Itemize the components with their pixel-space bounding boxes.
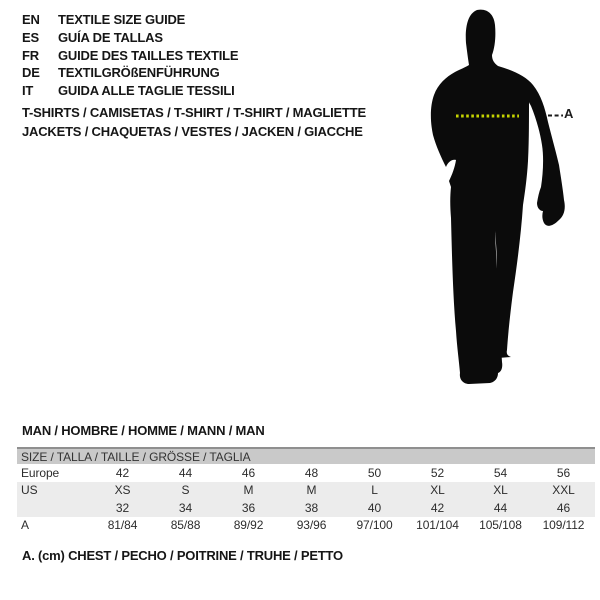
row-label: US bbox=[21, 483, 38, 498]
table-cell: 46 bbox=[556, 500, 571, 515]
table-cell: 54 bbox=[493, 465, 508, 480]
table-row-europe bbox=[17, 464, 595, 482]
table-cell: M bbox=[306, 483, 317, 498]
language-label: GUIDA ALLE TAGLIE TESSILI bbox=[58, 83, 235, 99]
table-cell: 97/100 bbox=[356, 518, 393, 533]
language-list bbox=[22, 11, 238, 99]
language-row bbox=[22, 82, 238, 100]
table-cell: 50 bbox=[367, 465, 382, 480]
measure-label-a: A bbox=[564, 106, 574, 121]
size-table bbox=[17, 447, 595, 534]
man-silhouette-svg bbox=[415, 0, 585, 400]
table-cell: 101/104 bbox=[416, 518, 459, 533]
category-line-jackets: JACKETS / CHAQUETAS / VESTES / JACKEN / GIACCHE bbox=[22, 123, 363, 139]
table-cell: 44 bbox=[493, 500, 508, 515]
table-cell: 105/108 bbox=[479, 518, 522, 533]
table-cell: 81/84 bbox=[107, 518, 138, 533]
table-cell: 36 bbox=[241, 500, 256, 515]
table-cell: 38 bbox=[304, 500, 319, 515]
language-label: GUIDE DES TAILLES TEXTILE bbox=[58, 47, 239, 63]
table-cell: 56 bbox=[556, 465, 571, 480]
language-row bbox=[22, 29, 238, 47]
language-code: ES bbox=[22, 30, 39, 46]
table-cell: 52 bbox=[430, 465, 445, 480]
table-cell: 109/112 bbox=[542, 518, 585, 533]
table-cell: 34 bbox=[178, 500, 193, 515]
language-label: TEXTILGRÖßENFÜHRUNG bbox=[58, 65, 220, 81]
man-silhouette-figure bbox=[415, 0, 585, 400]
table-row-secondary-sizes bbox=[17, 499, 595, 517]
table-cell: S bbox=[181, 483, 190, 498]
man-silhouette bbox=[431, 10, 565, 384]
language-row bbox=[22, 46, 238, 64]
table-cell: 46 bbox=[241, 465, 256, 480]
language-row bbox=[22, 11, 238, 29]
language-code: FR bbox=[22, 47, 39, 63]
size-table-header bbox=[17, 447, 595, 464]
row-label: Europe bbox=[21, 465, 60, 480]
table-cell: 42 bbox=[430, 500, 445, 515]
table-cell: L bbox=[371, 483, 378, 498]
table-cell: XXL bbox=[552, 483, 575, 498]
table-cell: 89/92 bbox=[233, 518, 264, 533]
table-cell: XS bbox=[114, 483, 131, 498]
table-cell: M bbox=[243, 483, 254, 498]
language-label: GUÍA DE TALLAS bbox=[58, 30, 163, 46]
language-row bbox=[22, 64, 238, 82]
table-cell: 32 bbox=[115, 500, 130, 515]
footnote-measure-a: A. (cm) CHEST / PECHO / POITRINE / TRUHE / PETTO bbox=[22, 548, 343, 563]
table-cell: 42 bbox=[115, 465, 130, 480]
section-title: MAN / HOMBRE / HOMME / MANN / MAN bbox=[22, 423, 265, 438]
row-label: A bbox=[21, 518, 29, 533]
table-cell: 93/96 bbox=[296, 518, 327, 533]
category-line-tshirts: T-SHIRTS / CAMISETAS / T-SHIRT / T-SHIRT / MAGLIETTE bbox=[22, 105, 366, 120]
category-lines bbox=[22, 104, 366, 141]
table-cell: 44 bbox=[178, 465, 193, 480]
language-code: EN bbox=[22, 12, 40, 28]
size-table-header-label: SIZE / TALLA / TAILLE / GRÖSSE / TAGLIA bbox=[21, 449, 251, 464]
table-cell: XL bbox=[430, 483, 445, 498]
language-label: TEXTILE SIZE GUIDE bbox=[58, 12, 186, 28]
table-cell: 85/88 bbox=[170, 518, 201, 533]
table-row-us bbox=[17, 482, 595, 500]
table-cell: 40 bbox=[367, 500, 382, 515]
language-code: IT bbox=[22, 83, 34, 99]
table-row-chest-cm bbox=[17, 517, 595, 535]
table-cell: 48 bbox=[304, 465, 319, 480]
table-cell: XL bbox=[493, 483, 508, 498]
language-code: DE bbox=[22, 65, 40, 81]
